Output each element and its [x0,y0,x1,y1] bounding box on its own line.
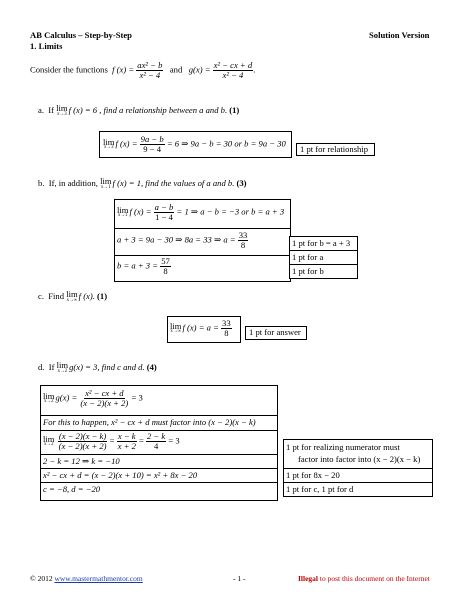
part-b-rubric: 1 pt for b = a + 3 1 pt for a 1 pt for b [289,236,358,279]
intro-statement: Consider the functions f (x) = $\frac{\text{ax² − b}}{\text{x² − 4}}$ and g(x) = $\frac{\text{x² − cx + d}}{\text{x² − 4}}$ . [30,60,256,81]
document-title: AB Calculus – Step-by-Step [30,30,132,40]
part-d-rubric: 1 pt for realizing numerator must factor into factor into (x − 2)(x − k) 1 pt for 8x − 20 1 pt for c, 1 pt for d [283,439,433,497]
footer-copyright: © 2012 www.mastermathmentor.com [30,574,143,583]
part-a-prompt: a. If lim x→3 f (x) = 6 , find a relationship between a and b. (1) [38,103,240,117]
part-d-answer-box: lim x→2 g(x) = $\frac{\text{x² − cx + d}}{(x - 2)(x + 2)}$ = 3 For this to happen, x² − cx + d must factor into (x − 2)(x − k) lim x→2 $\frac{(x - 2)(x - k)}{(x - 2)(x + 2)}$ = $\frac{x - k}{x + 2}$ = $\frac{2 - k}{4}$ = 3 2 − k = 12 ⇒ k = −10 x² − cx + d = (x − 2)(x + 10) = x² + 8x − 20 c = −8, d = −20 [40,385,278,501]
part-c-answer-box: lim x→∞ f (x) = a = $\frac{33}{8}$ [167,316,241,343]
section-title: 1. Limits [30,41,63,51]
part-c-rubric: 1 pt for answer [245,326,307,340]
part-b-prompt: b. If, in addition, lim x→1 f (x) = 1, find the values of a and b. (3) [38,176,247,190]
version-label: Solution Version [369,30,430,40]
part-a-answer-box: lim x→3 f (x) = $\frac{9a - b}{9 - 4}$ = 6 ⇒ 9a − b = 30 or b = 9a − 30 [99,131,292,158]
part-b-answer-box: lim x→1 f (x) = $\frac{a - b}{1 - 4}$ = 1 ⇒ a − b = −3 or b = a + 3 a + 3 = 9a − 30 ⇒ 8a = 33 ⇒ a = $\frac{33}{8}$ b = a + 3 = $\frac{57}{8}$ [114,199,291,282]
footer-site-link[interactable]: www.mastermathmentor.com [54,574,143,583]
part-c-prompt: c. Find lim x→∞ f (x). (1) [38,289,108,303]
part-d-prompt: d. If lim x→2 g(x) = 3, find c and d. (4) [38,360,157,374]
part-a-rubric: 1 pt for relationship [296,143,375,156]
page-number: - 1 - [233,574,246,583]
footer-notice: Illegal to post this document on the Internet [298,574,430,583]
